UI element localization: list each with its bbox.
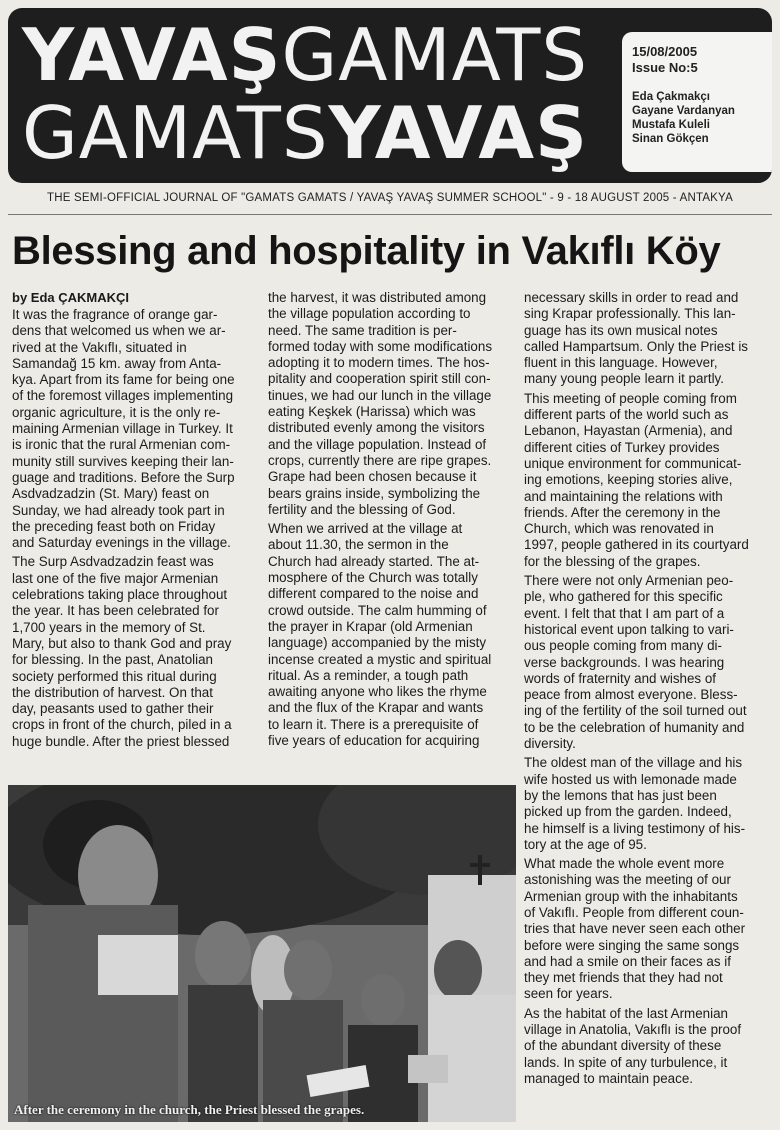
article-line: wife hosted us with lemonade made — [524, 771, 737, 787]
article-line: This meeting of people coming from — [524, 390, 737, 406]
article-line: guage has its own musical notes — [524, 322, 718, 338]
article-line: to learn it. There is a prerequisite of — [268, 716, 479, 732]
article-line: crops in front of the church, piled in a — [12, 717, 232, 733]
article-line: to be the celebration of humanity and — [524, 719, 745, 735]
article-line: different parts of the world such as — [524, 407, 729, 423]
article-column-1 — [12, 307, 262, 753]
article-line: organic agriculture, it is the only re- — [12, 404, 221, 420]
article-line: formed today with some modifications — [268, 338, 493, 354]
article-column-3 — [524, 290, 774, 1090]
article-line: different compared to the noise and — [268, 586, 479, 602]
article-headline: Blessing and hospitality in Vakıflı Köy — [12, 229, 721, 273]
article-line: ple, who gathered for this specific — [524, 589, 723, 605]
article-line: distributed evenly among the visitors — [268, 420, 485, 436]
article-paragraph — [524, 573, 774, 752]
article-line: diversity. — [524, 736, 576, 752]
article-paragraph — [268, 521, 514, 749]
article-line: society performed this ritual during — [12, 668, 217, 684]
article-column-2 — [268, 290, 514, 752]
article-line: 1997, people gathered in its courtyard — [524, 537, 749, 553]
article-line: and the village population. Instead of — [268, 436, 487, 452]
article-line: many young people learn it partly. — [524, 371, 724, 387]
article-line: the harvest, it was distributed among — [268, 290, 487, 305]
editor-name: Mustafa Kuleli — [632, 119, 710, 131]
article-line: Armenian group with the inhabitants — [524, 888, 738, 904]
article-line: words of fraternity and wishes of — [524, 670, 717, 686]
article-line: The Surp Asdvadzadzin feast was — [12, 554, 214, 570]
article-line: of the abundant diversity of these — [524, 1038, 722, 1054]
article-paragraph — [268, 290, 514, 518]
article-line: celebrations taking place throughout — [12, 587, 228, 603]
article-line: picked up from the garden. Indeed, — [524, 804, 732, 820]
article-line: about 11.30, the sermon in the — [268, 537, 449, 553]
article-line: Church had already started. The at- — [268, 553, 480, 569]
article-line: peace from almost everyone. Bless- — [524, 687, 738, 703]
article-line: huge bundle. After the priest blessed — [12, 733, 230, 749]
article-line: Mary, but also to thank God and pray — [12, 635, 232, 651]
article-line: ing of the fertility of the soil turned out — [524, 703, 747, 719]
article-line: What made the whole event more — [524, 856, 725, 872]
logo-word-yavas: YAVAŞ — [22, 13, 282, 97]
article-line: and had a smile on their faces as if — [524, 953, 731, 969]
editor-name: Sinan Gökçen — [632, 133, 709, 145]
article-line: the distribution of harvest. On that — [12, 684, 213, 700]
article-line: Sunday, we had already took part in — [12, 502, 225, 518]
article-paragraph — [12, 554, 262, 750]
article-line: necessary skills in order to read and — [524, 290, 739, 305]
photo-caption: After the ceremony in the church, the Priest blessed the grapes. — [14, 1102, 365, 1117]
article-line: village in Anatolia, Vakıflı is the proof — [524, 1022, 742, 1038]
article-line: is ironic that the rural Armenian com- — [12, 437, 231, 453]
journal-logo — [22, 13, 612, 176]
article-line: unique environment for communicat- — [524, 455, 742, 471]
article-line: eating Keşkek (Harissa) which was — [268, 404, 476, 420]
article-line: tory at the age of 95. — [524, 836, 647, 852]
article-line: When we arrived at the village at — [268, 521, 463, 537]
article-line: day, peasants used to gather their — [12, 701, 214, 717]
masthead — [8, 8, 772, 183]
article-line: ing emotions, keeping stories alive, — [524, 472, 733, 488]
article-line: seen for years. — [524, 986, 613, 1002]
article-line: verse backgrounds. I was hearing — [524, 654, 725, 670]
issue-date: 15/08/2005 — [632, 44, 698, 59]
journal-tagline: THE SEMI-OFFICIAL JOURNAL OF "GAMATS GAMATS / YAVAŞ YAVAŞ SUMMER SCHOOL" - 9 - 18 AUGUST 2005 - ANTAKYA — [47, 192, 733, 204]
article-line: pitality and cooperation spirit still con- — [268, 371, 491, 387]
article-line: different cities of Turkey provides — [524, 439, 720, 455]
editor-name: Eda Çakmakçı — [632, 91, 710, 103]
article-line: maining Armenian village in Turkey. It — [12, 421, 233, 437]
article-paragraph — [524, 755, 774, 853]
ceremony-photo-illustration — [8, 785, 516, 1122]
article-line: guage and traditions. Before the Surp — [12, 469, 235, 485]
article-line: 1,700 years in the memory of St. — [12, 619, 206, 635]
article-line: and Saturday evenings in the village. — [12, 535, 231, 551]
article-line: event. I felt that that I am part of a — [524, 605, 725, 621]
article-line: mosphere of the Church was totally — [268, 570, 478, 586]
article-line: astonishing was the meeting of our — [524, 872, 731, 888]
article-line: Lebanon, Hayastan (Armenia), and — [524, 423, 733, 439]
article-line: dens that welcomed us when we ar- — [12, 323, 226, 339]
article-line: of Vakıflı. People from different coun- — [524, 904, 744, 920]
article-line: friends. After the ceremony in the — [524, 504, 721, 520]
article-photo — [8, 785, 516, 1122]
article-line: sing Krapar professionally. This lan- — [524, 306, 736, 322]
article-line: There were not only Armenian peo- — [524, 573, 734, 589]
article-line: the year. It has been celebrated for — [12, 603, 219, 619]
article-line: crowd outside. The calm humming of — [268, 602, 487, 618]
article-line: ritual. As a reminder, a tough path — [268, 667, 469, 683]
logo-word-yavas: YAVAŞ — [328, 91, 589, 175]
article-paragraph — [524, 856, 774, 1003]
article-line: he himself is a living testimony of his- — [524, 820, 746, 836]
article-line: need. The same tradition is per- — [268, 322, 457, 338]
article-line: munity still survives keeping their lan- — [12, 453, 234, 469]
article-line: fertility and the blessing of God. — [268, 501, 456, 517]
article-line: It was the fragrance of orange gar- — [12, 307, 218, 322]
article-line: five years of education for acquiring — [268, 733, 480, 749]
article-line: the prayer in Krapar (old Armenian — [268, 618, 473, 634]
article-line: crops, currently there are ripe grapes. — [268, 452, 492, 468]
article-paragraph — [524, 290, 774, 388]
article-line: Asdvadzadzin (St. Mary) feast on — [12, 486, 210, 502]
article-line: lands. In spite of any turbulence, it — [524, 1054, 728, 1070]
article-line: kya. Apart from its fame for being one — [12, 372, 235, 388]
article-line: ous people coming from many di- — [524, 638, 722, 654]
article-line: managed to maintain peace. — [524, 1070, 693, 1086]
editor-name: Gayane Vardanyan — [632, 105, 735, 117]
article-line: last one of the five major Armenian — [12, 570, 219, 586]
article-line: rived at the Vakıflı, situated in — [12, 339, 187, 355]
article-line: The oldest man of the village and his — [524, 755, 743, 771]
article-line: for blessing. In the past, Anatolian — [12, 652, 213, 668]
article-line: they met friends that they had not — [524, 970, 723, 986]
article-line: adopting it to modern times. The hos- — [268, 355, 490, 371]
article-line: the preceding feast both on Friday — [12, 518, 216, 534]
article-line: Samandağ 15 km. away from Anta- — [12, 355, 222, 371]
logo-word-gamats: GAMATS — [281, 13, 589, 97]
article-line: bears grains inside, symbolizing the — [268, 485, 481, 501]
article-line: Grape had been chosen because it — [268, 469, 477, 485]
logo-word-gamats: GAMATS — [22, 91, 329, 175]
article-line: of the foremost villages implementing — [12, 388, 234, 404]
article-line: historical event upon talking to vari- — [524, 621, 734, 637]
article-line: language) accompanied by the misty — [268, 635, 487, 651]
issue-info-box — [622, 32, 772, 172]
divider — [8, 214, 772, 215]
article-line: fluent in this language. However, — [524, 355, 718, 371]
article-line: before were singing the same songs — [524, 937, 740, 953]
article-line: and maintaining the relations with — [524, 488, 723, 504]
article-line: tries that have never seen each other — [524, 921, 746, 937]
issue-number: Issue No:5 — [632, 60, 698, 75]
article-line: Church, which was renovated in — [524, 521, 714, 537]
article-line: for the blessing of the grapes. — [524, 553, 701, 569]
article-line: by the lemons that has just been — [524, 787, 717, 803]
article-line: called Hampartsum. Only the Priest is — [524, 338, 748, 354]
article-line: awaiting anyone who likes the rhyme — [268, 684, 487, 700]
article-paragraph — [12, 307, 262, 551]
article-line: As the habitat of the last Armenian — [524, 1005, 728, 1021]
article-line: the village population according to — [268, 306, 471, 322]
article-line: and the flux of the Krapar and wants — [268, 700, 484, 716]
article-byline: by Eda ÇAKMAKÇI — [12, 290, 130, 305]
article-paragraph — [524, 1006, 774, 1087]
article-line: incense created a mystic and spiritual — [268, 651, 492, 667]
article-paragraph — [524, 391, 774, 570]
article-line: tinues, we had our lunch in the village — [268, 387, 492, 403]
